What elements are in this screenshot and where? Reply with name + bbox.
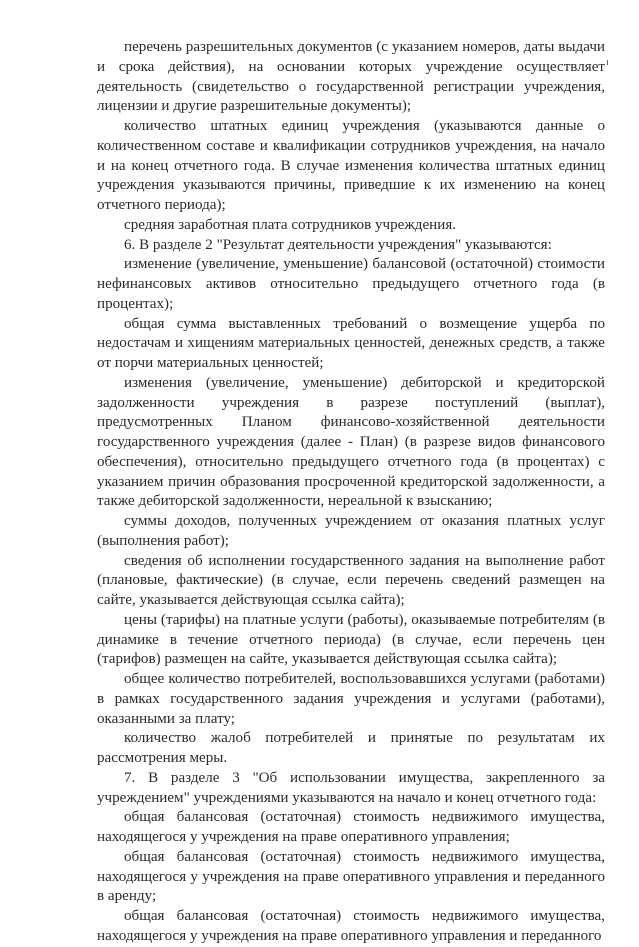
paragraph-damage-claims: общая сумма выставленных требований о возмещение ущерба по недостачам и хищениям материальных ценностей, денежных средств, а также от порчи материальных ценностей; xyxy=(97,315,605,371)
paragraph-property-operational: общая балансовая (остаточная) стоимость недвижимого имущества, находящегося у учреждения на праве оперативного управления; xyxy=(97,809,605,845)
paragraph-consumers-count: общее количество потребителей, воспользовавшихся услугами (работами) в рамках государственного задания учреждения и услугами (работами), оказанными за плату; xyxy=(97,671,605,727)
paragraph-complaints: количество жалоб потребителей и принятые по результатам их рассмотрения меры. xyxy=(97,730,605,766)
scan-artifact xyxy=(607,60,608,65)
paragraph-service-prices: цены (тарифы) на платные услуги (работы), оказываемые потребителям (в динамике в течение отчетного периода) (в случае, если перечень цен (тарифов) размещен на сайте, указывается действующая ссылка сайта); xyxy=(97,611,605,668)
paragraph-section-7-heading: 7. В разделе 3 "Об использовании имущества, закрепленного за учреждением" учреждениями указываются на начало и конец отчетного года: xyxy=(97,769,605,806)
paragraph-state-assignment: сведения об исполнении государственного задания на выполнение работ (плановые, фактические) (в случае, если перечень сведений размещен на сайте, указывается действующая ссылка сайта); xyxy=(97,552,605,608)
paragraph-paid-services-income: суммы доходов, полученных учреждением от оказания платных услуг (выполнения работ); xyxy=(97,513,605,549)
paragraph-nonfinancial-assets: изменение (увеличение, уменьшение) балансовой (остаточной) стоимости нефинансовых активов относительно предыдущего отчетного года (в процентах); xyxy=(97,256,605,312)
paragraph-permits-list: перечень разрешительных документов (с указанием номеров, даты выдачи и срока действия), на основании которых учреждение осуществляет деятельность (свидетельство о государственной регистрации учреждения, лицензии и другие разрешительные документы); xyxy=(97,39,605,115)
document-body xyxy=(97,38,605,947)
paragraph-receivables-payables: изменения (увеличение, уменьшение) дебиторской и кредиторской задолженности учреждения в разрезе поступлений (выплат), предусмотренных Планом финансово-хозяйственной деятельности государственного учреждения (далее - План) (в разрезе видов финансового обеспечения), относительно предыдущего отчетного года (в процентах) с указанием причин образования просроченной кредиторской задолженности, а также дебиторской задолженности, нереальной к взысканию; xyxy=(97,374,605,510)
paragraph-property-rented: общая балансовая (остаточная) стоимость недвижимого имущества, находящегося у учреждения на праве оперативного управления и переданного в аренду; xyxy=(97,848,605,905)
paragraph-staff-count: количество штатных единиц учреждения (указываются данные о количественном составе и квалификации сотрудников учреждения, на начало и на конец отчетного года. В случае изменения количества штатных единиц учреждения указываются причины, приведшие к их изменению на конец отчетного периода); xyxy=(97,118,605,213)
paragraph-property-transferred: общая балансовая (остаточная) стоимость недвижимого имущества, находящегося у учреждения на праве оперативного управления и переданного xyxy=(97,908,605,944)
paragraph-section-6-heading: 6. В разделе 2 "Результат деятельности учреждения" указываются: xyxy=(124,236,552,253)
paragraph-average-salary: средняя заработная плата сотрудников учреждения. xyxy=(124,216,457,233)
